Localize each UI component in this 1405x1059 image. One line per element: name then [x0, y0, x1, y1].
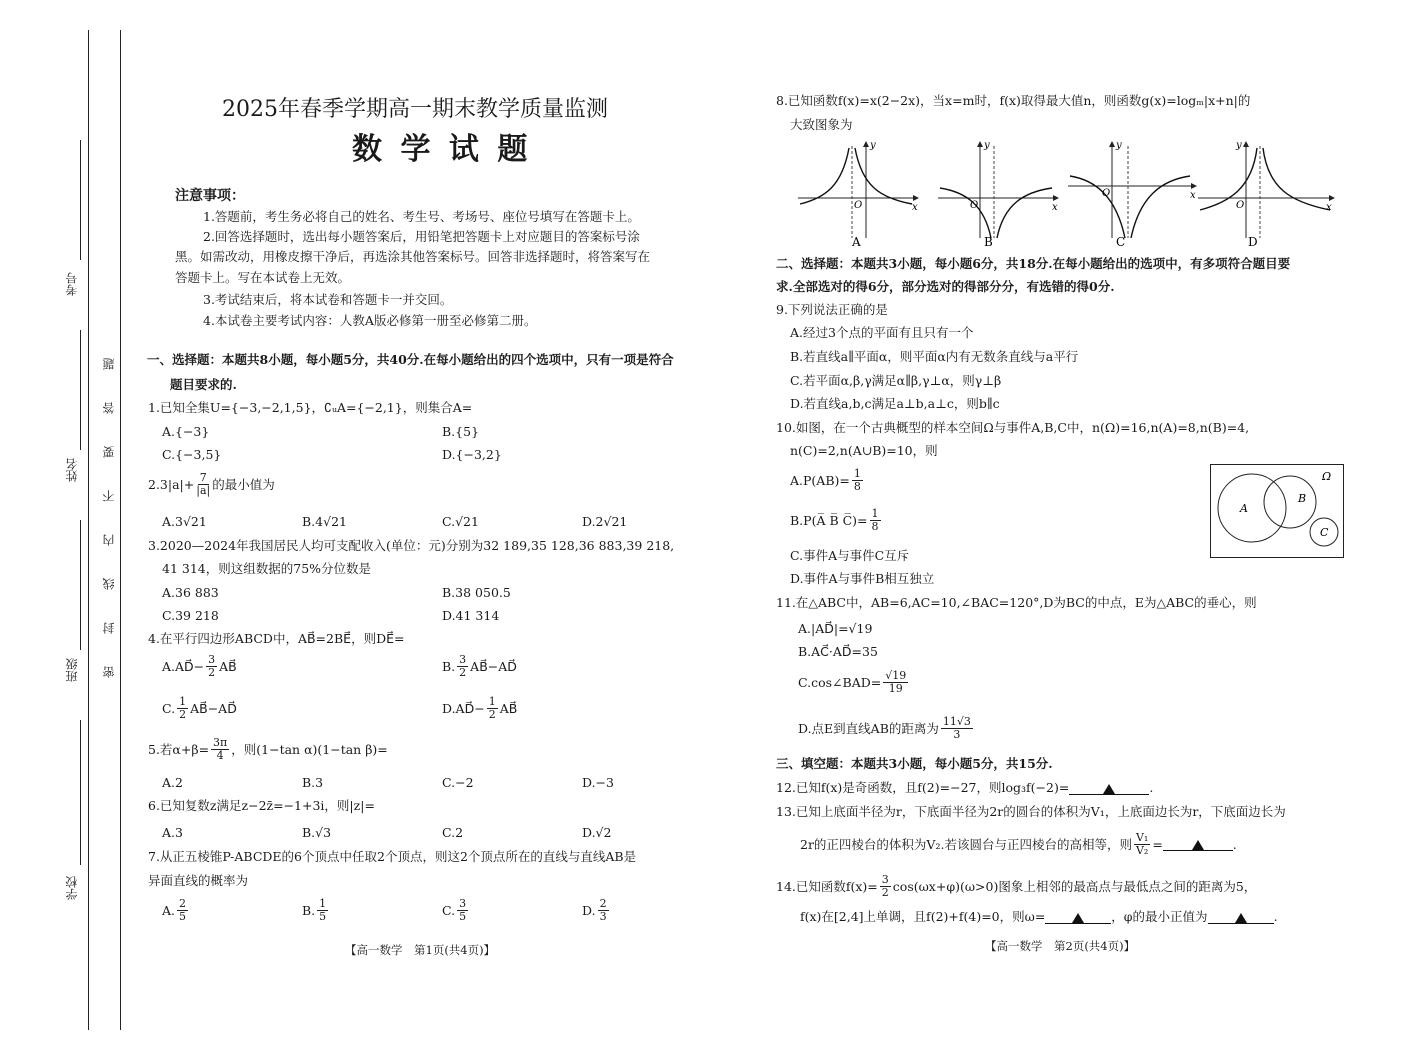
school-underline [80, 720, 81, 865]
notice-line: 黑。如需改动，用橡皮擦干净后，再选涂其他答案标号。回答非选择题时，将答案写在 [175, 249, 651, 264]
seal-char: 密 [102, 666, 116, 678]
q4-d-den: 2 [488, 708, 496, 721]
seal-char: 封 [102, 622, 116, 634]
q11-stem: 11.在△ABC中，AB=6,AC=10,∠BAC=120°,D为BC的中点，E为△ABC的垂心，则 [776, 595, 1257, 610]
school-label: 学校 [65, 876, 79, 900]
q4-option-c [162, 696, 237, 721]
venn-label-b: B [1298, 492, 1307, 505]
q7-d-fraction [598, 898, 609, 923]
q8-graph-b [938, 140, 1058, 249]
exam-no-underline [80, 140, 81, 260]
q4-a-den: 2 [208, 666, 216, 679]
q7-a-fraction [177, 898, 188, 923]
q8-a-axis-x: x [912, 202, 918, 213]
seal-char: 要 [102, 446, 116, 458]
q8-a-origin: O [854, 200, 863, 211]
q4-option-b [442, 654, 517, 679]
q7-d-pre: D. [582, 902, 596, 918]
q14-phi-blank[interactable] [1208, 911, 1274, 924]
q4-option-a [162, 654, 237, 679]
q5-stem-post: ，则(1−tan α)(1−tan β)= [231, 741, 388, 757]
q13-den: V₂ [1135, 844, 1149, 857]
q4-c-pre: C. [162, 700, 176, 716]
q7-a-pre: A. [162, 902, 176, 918]
q10-option-b [790, 508, 883, 533]
q2-numerator: 7 [199, 471, 207, 484]
page1-footer: 【高一数学 第1页(共4页)】 [345, 943, 496, 957]
q10-option-c: C.事件A与事件C互斥 [790, 548, 910, 563]
q7-option-a [162, 898, 190, 923]
q14-end: . [1273, 909, 1278, 924]
q2-stem-pre: 2.3|a|+ [148, 476, 195, 492]
q4-b-pre: B. [442, 658, 456, 674]
q10-a-fraction [852, 468, 863, 493]
name-label: 姓名 [65, 458, 79, 482]
exam-title: 2025年春季学期高一期末教学质量监测 [222, 97, 608, 122]
venn-label-a: A [1240, 502, 1248, 515]
q5-option-d: D.−3 [582, 775, 614, 790]
q3-option-c: C.39 218 [162, 608, 219, 623]
q8-graph-options [790, 138, 1340, 250]
section3-heading: 三、填空题：本题共3小题，每小题5分，共15分. [776, 756, 1053, 771]
q6-option-d: D.√2 [582, 825, 612, 840]
section2-heading-cont: 求.全部选对的得6分，部分选对的得部分分，有选错的得0分. [776, 279, 1115, 294]
q7-b-pre: B. [302, 902, 316, 918]
q13-stem: 13.已知上底面半径为r，下底面半径为2r的圆台的体积为V₁，上底面边长为r，下底面边长为 [776, 804, 1286, 819]
q5-option-c: C.−2 [442, 775, 474, 790]
q3-option-b: B.38 050.5 [442, 585, 511, 600]
section1-heading: 一、选择题：本题共8小题，每小题5分，共40分.在每小题给出的四个选项中，只有一项是符合 [147, 352, 674, 367]
q8-graph-d [1198, 140, 1334, 249]
q2-option-c: C.√21 [442, 514, 479, 529]
notice-line: 2.回答选择题时，选出每小题答案后，用铅笔把答题卡上对应题目的答案标号涂 [203, 229, 640, 244]
q2-stem [148, 472, 275, 497]
q9-option-a: A.经过3个点的平面有且只有一个 [790, 325, 974, 340]
venn-circle-a [1218, 474, 1286, 542]
q11-option-c [798, 670, 910, 695]
q8-b-origin: O [970, 200, 979, 211]
q1-stem: 1.已知全集U={−3,−2,1,5}，∁ᵤA={−2,1}，则集合A= [148, 400, 473, 415]
q7-c-num: 3 [459, 897, 467, 910]
q3-stem: 3.2020—2024年我国居民人均可支配收入(单位：元)分别为32 189,35 128,36 883,39 218, [148, 538, 675, 553]
q13-fraction [1134, 832, 1150, 857]
q7-stem: 7.从正五棱锥P-ABCDE的6个顶点中任取2个顶点，则这2个顶点所在的直线与直线AB是 [148, 849, 637, 864]
q12-answer-blank[interactable] [1069, 782, 1149, 795]
q2-fraction [196, 472, 210, 497]
q14-stem-cont [800, 909, 1278, 925]
q10-venn-diagram [1210, 464, 1344, 558]
q11-d-fraction [941, 716, 973, 741]
q11-c-den: 19 [888, 682, 903, 695]
q10-b-fraction [870, 508, 881, 533]
q10-a-num: 1 [853, 467, 861, 480]
q7-a-num: 2 [179, 897, 187, 910]
q4-a-num: 3 [208, 653, 216, 666]
q8-graph-c [1068, 140, 1196, 249]
q8-stem-cont: 大致图象为 [790, 117, 853, 132]
q5-stem-pre: 5.若α+β= [148, 741, 210, 757]
q10-b-num: 1 [871, 507, 879, 520]
q7-option-b [302, 898, 330, 923]
q11-option-a: A.|AD⃗|=√19 [798, 621, 873, 636]
q8-b-axis-x: x [1052, 202, 1058, 213]
q7-b-fraction [317, 898, 328, 923]
q10-b-pre: B.P(A̅ B̅ C̅)= [790, 512, 868, 528]
venn-label-omega: Ω [1322, 470, 1332, 483]
q9-option-b: B.若直线a∥平面α，则平面α内有无数条直线与a平行 [790, 349, 1079, 364]
q11-c-pre: C.cos∠BAD= [798, 674, 882, 690]
q12-text: 12.已知f(x)是奇函数，且f(2)=−27，则log₃f(−2)= [776, 780, 1070, 795]
q5-option-a: A.2 [162, 775, 183, 790]
q5-option-b: B.3 [302, 775, 324, 790]
q8-c-axis-x: x [1190, 190, 1196, 201]
q5-stem [148, 737, 388, 762]
q4-c-fraction [177, 696, 188, 721]
notice-line: 1.答题前，考生务必将自己的姓名、考生号、考场号、座位号填写在答题卡上。 [203, 209, 640, 224]
q11-c-fraction [883, 670, 908, 695]
q11-option-d [798, 716, 975, 741]
binding-line-outer [88, 30, 89, 1030]
q1-option-c: C.{−3,5} [162, 447, 222, 462]
q14-stem2: f(x)在[2,4]上单调，且f(2)+f(4)=0，则ω= [800, 909, 1046, 924]
q10-a-den: 8 [853, 480, 861, 493]
q2-option-a: A.3√21 [162, 514, 207, 529]
notice-heading: 注意事项： [175, 188, 245, 204]
q7-c-den: 5 [459, 910, 467, 923]
q11-option-b: B.AC⃗·AD⃗=35 [798, 644, 878, 659]
q4-d-pre: D.AD⃗− [442, 700, 485, 716]
q6-option-a: A.3 [162, 825, 183, 840]
q11-d-den: 3 [953, 728, 961, 741]
q5-den: 4 [216, 749, 224, 762]
notice-line: 答题卡上。写在本试卷上无效。 [175, 270, 351, 285]
q1-option-a: A.{−3} [162, 424, 210, 439]
q8-label-c: C [1116, 235, 1126, 249]
q6-stem: 6.已知复数z满足z−2z̄=−1+3i，则|z|= [148, 798, 375, 813]
q4-d-num: 1 [488, 695, 496, 708]
q8-d-axis-y: y [1236, 140, 1242, 151]
q8-d-axis-x: x [1326, 202, 1332, 213]
class-underline [80, 520, 81, 650]
seal-char: 线 [102, 578, 116, 590]
q1-option-d: D.{−3,2} [442, 447, 502, 462]
q11-c-num: √19 [885, 669, 907, 682]
q14-fraction [880, 874, 891, 899]
q12-stem [776, 780, 1153, 796]
q2-option-b: B.4√21 [302, 514, 347, 529]
q14-stem-post: cos(ωx+φ)(ω>0)图象上相邻的最高点与最低点之间的距离为5， [892, 878, 1257, 894]
q7-b-den: 5 [319, 910, 327, 923]
q5-num: 3π [213, 736, 228, 749]
binding-line-inner [120, 30, 121, 1030]
q4-c-den: 2 [179, 708, 187, 721]
q4-b-num: 3 [459, 653, 467, 666]
q2-option-d: D.2√21 [582, 514, 628, 529]
q10-stem-cont: n(C)=2,n(A∪B)=10，则 [790, 443, 938, 458]
notice-line: 4.本试卷主要考试内容：人教A版必修第一册至必修第二册。 [203, 313, 537, 328]
q9-option-c: C.若平面α,β,γ满足α∥β,γ⊥α，则γ⊥β [790, 373, 1002, 388]
q10-a-pre: A.P(AB)= [790, 472, 850, 488]
q8-d-origin: O [1236, 200, 1245, 211]
q6-option-b: B.√3 [302, 825, 332, 840]
q13-eq: = [1152, 836, 1163, 852]
q4-a-post: AB⃗ [219, 658, 237, 674]
q9-stem: 9.下列说法正确的是 [776, 302, 888, 317]
q13-num: V₁ [1135, 831, 1149, 844]
subject-title: 数 学 试 题 [352, 132, 532, 167]
q7-c-fraction [457, 898, 468, 923]
q7-c-pre: C. [442, 902, 456, 918]
q8-c-axis-y: y [1116, 140, 1122, 151]
q11-d-num: 11√3 [942, 715, 971, 728]
triangle-icon [1103, 784, 1115, 794]
q7-stem-cont: 异面直线的概率为 [148, 873, 249, 888]
exam-no-label: 考号 [65, 272, 79, 296]
venn-label-c: C [1320, 526, 1329, 539]
q7-d-den: 3 [599, 910, 607, 923]
seal-char: 不 [102, 490, 116, 502]
page2-footer: 【高一数学 第2页(共4页)】 [985, 939, 1136, 953]
q10-option-a [790, 468, 865, 493]
seal-char: 题 [102, 358, 116, 370]
q4-a-fraction [206, 654, 217, 679]
q13-end: . [1232, 836, 1237, 852]
triangle-icon [1072, 913, 1084, 923]
q4-a-pre: A.AD⃗− [162, 658, 205, 674]
q4-option-d [442, 696, 517, 721]
q13-answer-blank[interactable] [1163, 838, 1233, 851]
q4-d-post: AB⃗ [499, 700, 518, 716]
q8-stem: 8.已知函数f(x)=x(2−2x)，当x=m时，f(x)取得最大值n，则函数g(x)=logₘ|x+n|的 [776, 93, 1251, 108]
q7-option-d [582, 898, 611, 923]
q3-option-a: A.36 883 [162, 585, 219, 600]
q4-d-fraction [487, 696, 498, 721]
seal-char: 答 [102, 402, 116, 414]
triangle-icon [1235, 913, 1247, 923]
q11-d-pre: D.点E到直线AB的距离为 [798, 720, 939, 736]
q4-stem: 4.在平行四边形ABCD中，AB⃗=2BE⃗，则DE⃗= [148, 631, 405, 646]
q8-label-a: A [852, 235, 861, 249]
q4-b-fraction [457, 654, 468, 679]
q10-option-d: D.事件A与事件B相互独立 [790, 571, 935, 586]
section2-heading: 二、选择题：本题共3小题，每小题6分，共18分.在每小题给出的选项中，有多项符合题目要 [776, 256, 1291, 271]
q8-graph-a [798, 140, 918, 249]
q1-option-b: B.{5} [442, 424, 480, 439]
q7-a-den: 5 [179, 910, 187, 923]
venn-circle-b [1264, 476, 1316, 528]
seal-char: 内 [102, 534, 116, 546]
q4-b-den: 2 [459, 666, 467, 679]
q14-stem2-mid: ，φ的最小正值为 [1111, 909, 1208, 924]
q14-omega-blank[interactable] [1045, 911, 1111, 924]
notice-line: 3.考试结束后，将本试卷和答题卡一并交回。 [203, 292, 453, 307]
q7-d-num: 2 [599, 897, 607, 910]
q14-stem [776, 874, 1256, 899]
q4-c-post: AB⃗−AD⃗ [190, 700, 237, 716]
class-label: 班级 [65, 658, 79, 682]
q9-option-d: D.若直线a,b,c满足a⊥b,a⊥c，则b∥c [790, 396, 1000, 411]
q3-stem-cont: 41 314，则这组数据的75%分位数是 [162, 561, 372, 576]
q8-label-d: D [1248, 235, 1258, 249]
q14-den: 2 [881, 886, 889, 899]
q8-label-b: B [984, 235, 993, 249]
q7-b-num: 1 [319, 897, 327, 910]
q2-stem-post: 的最小值为 [212, 476, 275, 492]
q13-stem2-pre: 2r的正四棱台的体积为V₂.若该圆台与正四棱台的高相等，则 [800, 836, 1132, 852]
q10-stem: 10.如图，在一个古典概型的样本空间Ω与事件A,B,C中，n(Ω)=16,n(A)=8,n(B)=4, [776, 420, 1250, 435]
q8-c-origin: O [1102, 188, 1111, 199]
q12-end: . [1149, 780, 1154, 795]
q13-stem-cont [800, 832, 1237, 857]
q6-option-c: C.2 [442, 825, 464, 840]
q2-denominator: |a| [196, 484, 211, 497]
q7-option-c [442, 898, 470, 923]
q14-stem-pre: 14.已知函数f(x)= [776, 878, 878, 894]
q14-num: 3 [881, 873, 889, 886]
triangle-icon [1192, 840, 1204, 850]
q8-b-axis-y: y [984, 140, 990, 151]
q8-a-axis-y: y [870, 140, 876, 151]
name-underline [80, 330, 81, 450]
q3-option-d: D.41 314 [442, 608, 500, 623]
q4-c-num: 1 [179, 695, 187, 708]
q5-fraction [211, 737, 229, 762]
q10-b-den: 8 [871, 520, 879, 533]
section1-heading-cont: 题目要求的. [170, 377, 237, 392]
q4-b-post: AB⃗−AD⃗ [470, 658, 517, 674]
